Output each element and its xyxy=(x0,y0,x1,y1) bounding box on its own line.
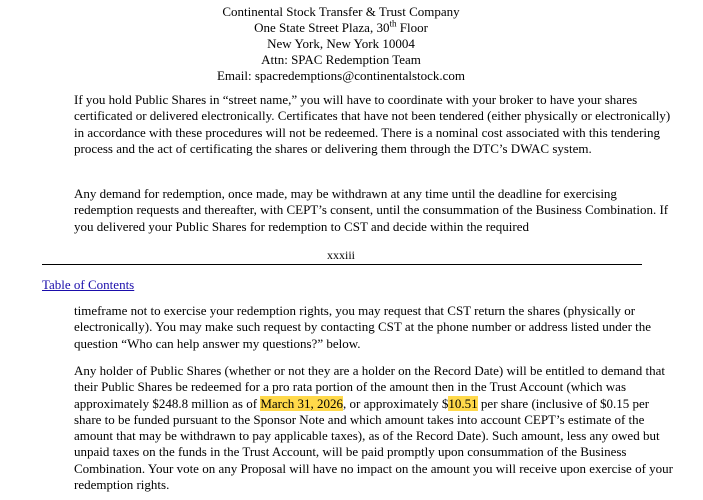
table-of-contents-link[interactable]: Table of Contents xyxy=(42,277,135,292)
highlighted-date: March 31, 2026 xyxy=(260,395,343,411)
floor-text: Floor xyxy=(396,20,428,35)
redemption-amount-paragraph xyxy=(74,363,674,493)
city-state-zip: New York, New York 10004 xyxy=(267,36,415,51)
return-shares-paragraph: timeframe not to exercise your redemption rights, you may request that CST return the shares (physically or electronically). You may make such request by contacting CST at the phone number or address listed under the question “Who can help answer my questions?” below. xyxy=(74,303,652,351)
paragraph-text-part: Any holder of Public Shares (whether or not they are a holder on the Record Date) will be entitled to demand that their Public Shares be redeemed for a pro rata portion of the amount then in the Trust Account (which was approximately $248.8 million as of xyxy=(74,363,665,411)
floor-ordinal: th xyxy=(389,18,397,29)
page-divider xyxy=(42,264,642,265)
street-text: One State Street Plaza, 30 xyxy=(254,20,390,35)
paragraph-text-part: per share (inclusive of $0.15 per share to be funded pursuant to the Sponsor Note and which amount takes into account CEPT’s estimate of the amount that may be withdrawn to pay applicable taxes), as of the Record Date). Such amount, less any owed but unpaid taxes on the funds in the Trust Account, will be paid promptly upon consummation of the Business Combination. Your vote on any Proposal will have no impact on the amount you will receive upon exercise of your redemption rights. xyxy=(74,395,673,493)
attention-line: Attn: SPAC Redemption Team xyxy=(261,52,421,67)
withdraw-demand-paragraph: Any demand for redemption, once made, may be withdrawn at any time until the deadline for exercising redemption requests and thereafter, with CEPT’s consent, until the consummation of the Business Combination. If you delivered your Public Shares for redemption to CST and decide within the required xyxy=(74,186,669,234)
highlighted-amount: 10.51 xyxy=(448,395,478,411)
street-name-paragraph: If you hold Public Shares in “street name,” you will have to coordinate with your broker to have your shares certificated or delivered electronically. Certificates that have not been tendered (either physically or electronically) in accordance with these procedures will not be redeemed. There is a nominal cost associated with this tendering process and the act of certificating the shares or delivering them through the DTC’s DWAC system. xyxy=(74,92,671,156)
street-address xyxy=(0,20,682,36)
mailing-address xyxy=(0,4,682,84)
page-number: xxxiii xyxy=(326,248,355,262)
email-line: Email: spacredemptions@continentalstock.com xyxy=(216,68,466,83)
paragraph-text-part: , or approximately $ xyxy=(343,395,449,411)
company-name: Continental Stock Transfer & Trust Company xyxy=(222,4,460,19)
